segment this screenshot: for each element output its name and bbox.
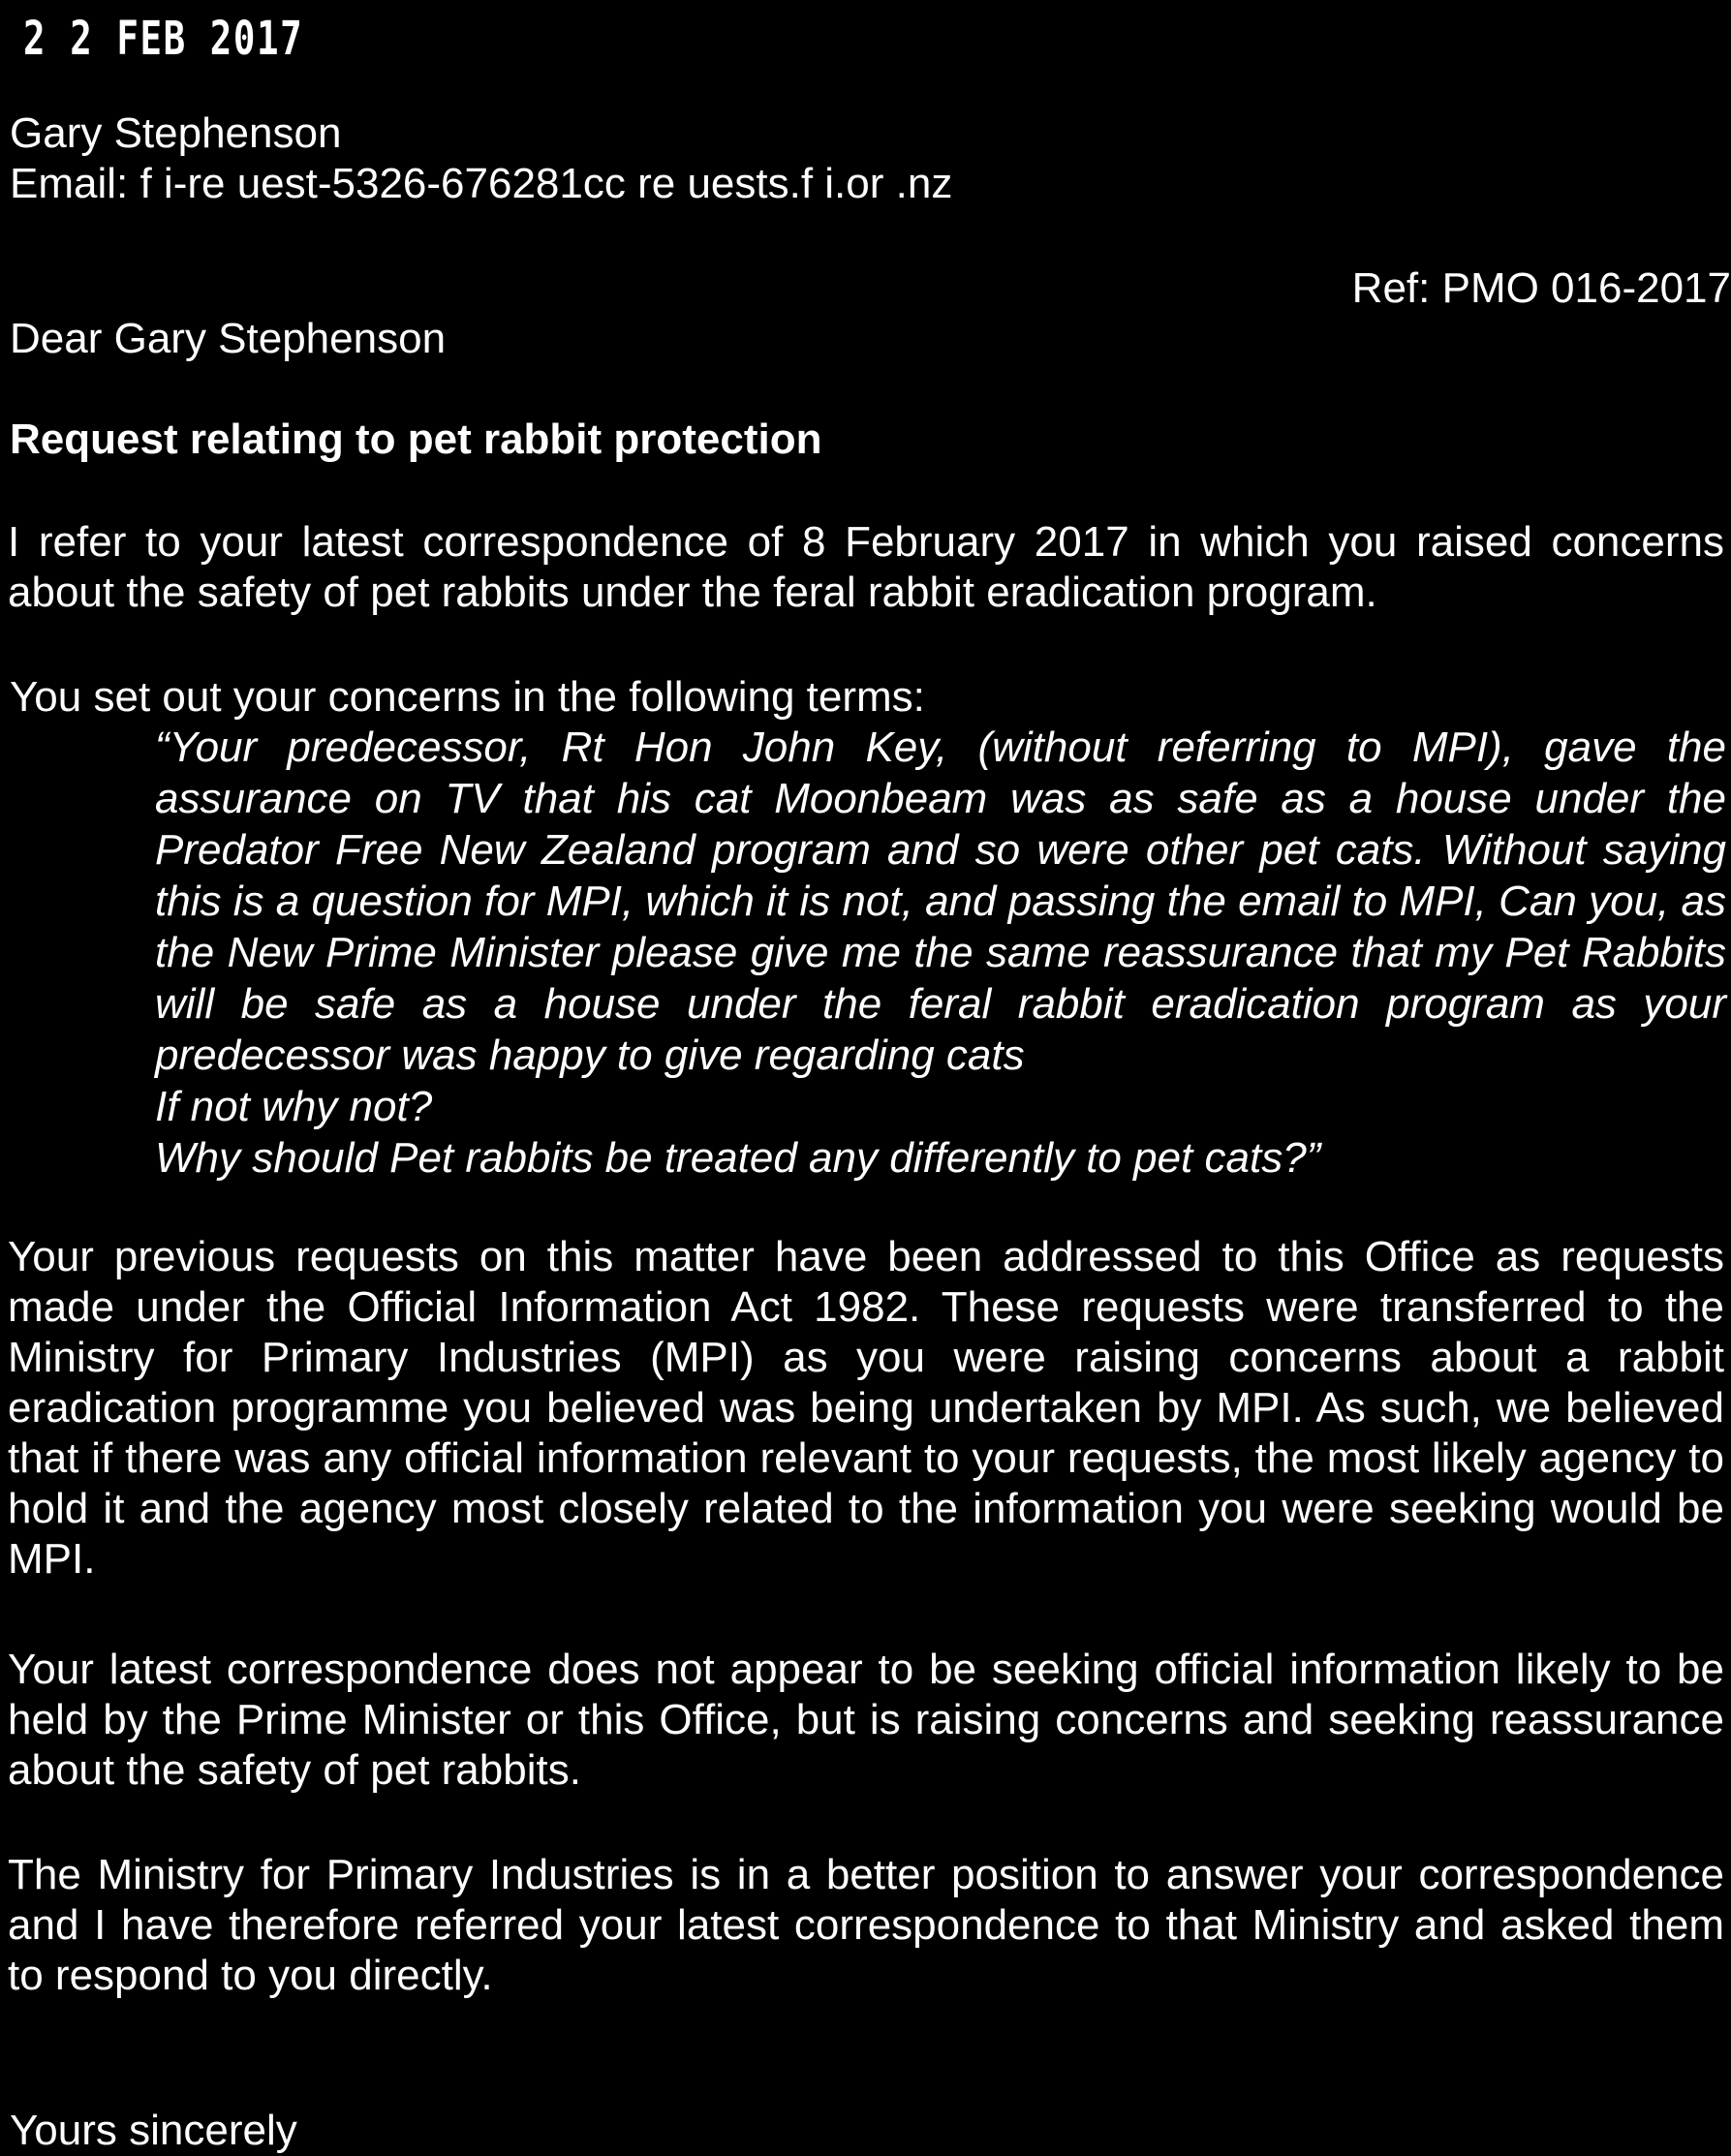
paragraph-concerns-intro: You set out your concerns in the following terms: — [10, 673, 925, 721]
quote-line-2: If not why not? — [155, 1083, 433, 1130]
recipient-name: Gary Stephenson — [10, 109, 342, 157]
closing: Yours sincerely — [10, 2107, 297, 2154]
salutation: Dear Gary Stephenson — [10, 315, 447, 362]
recipient-email: Email: f i-re uest-5326-676281cc re uests.f i.or .nz — [10, 160, 953, 207]
reference-number: Ref: PMO 016-2017 — [1351, 264, 1731, 312]
quote-main: “Your predecessor, Rt Hon John Key, (without referring to MPI), gave the assurance on TV that his cat Moonbeam was as safe as a house under the Predator Free New Zealand program and so were other pet cats. Without saying this is a question for MPI, which it is not, and passing the email to MPI, Can you, as the New Prime Minister please give me the same reassurance that my Pet Rabbits will be safe as a house under the feral rabbit eradication program as your predecessor was happy to give regarding cats — [155, 724, 1726, 1079]
date-stamp: 2 2 FEB 2017 — [23, 12, 304, 66]
paragraph-intro: I refer to your latest correspondence of 8 February 2017 in which you raised concerns about the safety of pet rabbits under the feral rabbit eradication program. — [8, 518, 1724, 616]
paragraph-latest-correspondence: Your latest correspondence does not appear to be seeking official information likely to be held by the Prime Minister or this Office, but is raising concerns and seeking reassurance about the safety of pet rabbits. — [8, 1646, 1724, 1794]
quoted-concerns — [155, 722, 1726, 1184]
paragraph-previous-requests: Your previous requests on this matter have been addressed to this Office as requests made under the Official Information Act 1982. These requests were transferred to the Ministry for Primary Industries (MPI) as you were raising concerns about a rabbit eradication programme you believed was being undertaken by MPI. As such, we believed that if there was any official information relevant to your requests, the most likely agency to hold it and the agency most closely related to the information you were seeking would be MPI. — [8, 1233, 1724, 1583]
quote-line-3: Why should Pet rabbits be treated any differently to pet cats?” — [155, 1134, 1321, 1182]
subject-heading: Request relating to pet rabbit protection — [10, 416, 822, 463]
paragraph-referral: The Ministry for Primary Industries is in a better position to answer your correspondence and I have therefore referred your latest correspondence to that Ministry and asked them to respond to you directly. — [8, 1851, 1724, 1999]
